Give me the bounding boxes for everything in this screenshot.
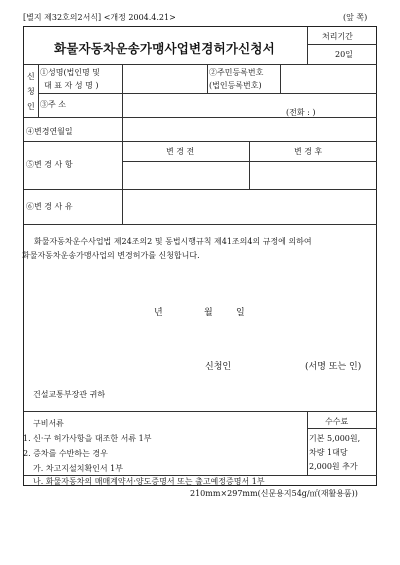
change-before-header: 변 경 전: [166, 147, 195, 156]
change-date-bottom: [24, 141, 377, 142]
change-items-label: ⑤변 경 사 항: [26, 160, 73, 169]
date-day: 일: [236, 308, 245, 318]
id-field[interactable]: [281, 65, 376, 92]
fee-line3: 2,000원 추가: [309, 462, 358, 471]
fee-header: 수수료: [325, 417, 349, 426]
document-item-1: 1. 신·구 허가사항을 대조한 서류 1부: [23, 434, 152, 443]
document-item-2: 2. 증차를 수반하는 경우: [23, 449, 108, 458]
id-label-line2: (법인등록번호): [209, 81, 262, 90]
application-form: [23, 26, 377, 486]
processing-label: 처리기간: [322, 32, 353, 41]
change-after-field[interactable]: [250, 162, 376, 188]
applicant-group-char-3: 인: [27, 102, 35, 111]
phone-label: (전화 : ): [286, 108, 316, 117]
processing-split: [307, 44, 377, 45]
change-date-field[interactable]: [123, 118, 376, 140]
processing-divider: [307, 27, 308, 64]
signature-label: 신청인: [205, 362, 232, 372]
date-month: 월: [204, 308, 213, 318]
fee-header-rule: [307, 428, 377, 429]
page-side-note: (앞 쪽): [343, 13, 368, 22]
applicant-group-char-1: 신: [27, 72, 35, 81]
statement-line2: 화물자동차운송가맹사업의 변경허가를 신청합니다.: [22, 251, 200, 260]
applicant-group-char-2: 청: [27, 87, 35, 96]
form-title: 화물자동차운송가맹사업변경허가신청서: [54, 41, 275, 56]
fee-line2: 차량 1대당: [309, 448, 348, 457]
change-reason-label: ⑥변 경 사 유: [26, 202, 73, 211]
form-number: [별지 제32호의2서식] <개정 2004.4.21>: [23, 13, 176, 22]
documents-header: 구비서류: [33, 419, 64, 428]
id-label-left: [207, 64, 208, 93]
recipient: 건설교통부장관 귀하: [33, 390, 106, 399]
document-item-2b: 나. 화물자동차의 매매계약서·양도증명서 또는 출고예정증명서 1부: [33, 477, 265, 486]
change-after-header: 변 경 후: [294, 147, 323, 156]
fee-line1: 기본 5,000원,: [309, 434, 361, 443]
signature-note: (서명 또는 인): [305, 362, 362, 372]
name-field[interactable]: [123, 65, 206, 92]
change-before-field[interactable]: [123, 162, 248, 188]
change-reason-bottom: [24, 224, 377, 225]
paper-spec-footer: 210mm×297mm(신문용지54g/㎡(재활용품)): [190, 489, 358, 498]
applicant-group-divider: [38, 64, 39, 117]
document-item-2a: 가. 차고지설치확인서 1부: [33, 464, 123, 473]
id-label-line1: ②주민등록번호: [209, 68, 264, 77]
address-field[interactable]: [123, 94, 376, 116]
name-label-line1: ①성명(법인명 및: [40, 68, 101, 77]
name-label-line2: 대 표 자 성 명 ): [44, 81, 99, 90]
statement-line1: 화물자동차운수사업법 제24조의2 및 동법시행규칙 제41조의4의 규정에 의하여: [34, 237, 312, 246]
change-date-label: ④변경연월일: [26, 127, 73, 136]
date-year: 년: [154, 308, 163, 318]
address-label: ③주 소: [40, 100, 66, 109]
change-reason-field[interactable]: [123, 190, 376, 223]
processing-value: 20일: [335, 50, 353, 59]
fee-divider: [307, 411, 308, 475]
documents-top-rule: [24, 411, 377, 412]
